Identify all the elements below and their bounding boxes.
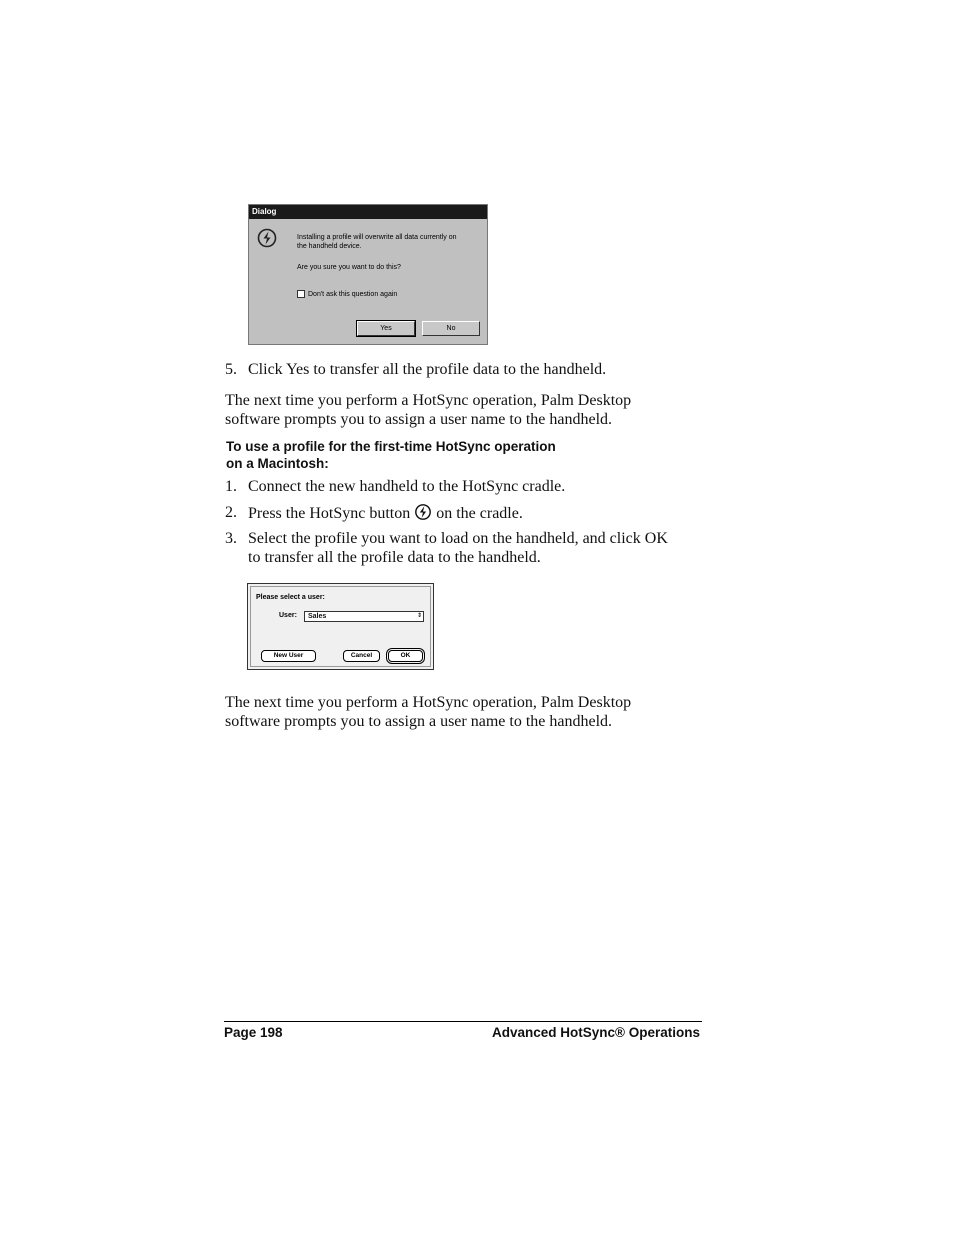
step-5-text: Click Yes to transfer all the profile data to the handheld. [248, 361, 607, 378]
footer-page-number: Page 198 [224, 1025, 283, 1040]
select-user-prompt: Please select a user: [256, 594, 325, 601]
para-2-line2: software prompts you to assign a user name to the handheld. [225, 713, 613, 730]
mac-select-user-dialog [247, 583, 434, 670]
windows-confirm-dialog [248, 204, 488, 345]
hotsync-icon [257, 228, 277, 248]
yes-button[interactable]: Yes [357, 321, 415, 336]
dialog-question: Are you sure you want to do this? [297, 264, 401, 271]
ok-button[interactable]: OK [388, 650, 423, 662]
dont-ask-checkbox[interactable] [297, 290, 305, 298]
cancel-button[interactable]: Cancel [343, 650, 380, 662]
user-label: User: [279, 612, 297, 619]
user-select[interactable] [304, 611, 424, 622]
dialog-message-line1: Installing a profile will overwrite all data currently on [297, 234, 457, 241]
step-2-text-before: Press the HotSync button [248, 505, 411, 522]
para-2-line1: The next time you perform a HotSync operation, Palm Desktop [225, 694, 632, 711]
step-2-text [248, 503, 523, 523]
para-1-line2: software prompts you to assign a user name to the handheld. [225, 411, 613, 428]
updown-arrow-icon: ⇕ [416, 613, 422, 619]
step-3-line2: to transfer all the profile data to the handheld. [248, 549, 541, 566]
footer-rule [224, 1021, 702, 1022]
step-2-text-after: on the cradle. [436, 505, 523, 522]
new-user-button[interactable]: New User [261, 650, 316, 662]
user-select-value: Sales [308, 613, 327, 620]
step-1-text: Connect the new handheld to the HotSync cradle. [248, 478, 566, 495]
section-heading-line2: on a Macintosh: [226, 456, 329, 471]
dont-ask-label: Don't ask this question again [308, 291, 398, 298]
dialog-title: Dialog [249, 205, 487, 219]
footer-section-title: Advanced HotSync® Operations [492, 1025, 700, 1040]
step-2-number: 2. [225, 504, 237, 521]
no-button[interactable]: No [422, 321, 480, 336]
section-heading-line1: To use a profile for the first-time HotSync operation [226, 439, 556, 454]
para-1-line1: The next time you perform a HotSync operation, Palm Desktop [225, 392, 632, 409]
step-3-number: 3. [225, 530, 237, 547]
dialog-message-line2: the handheld device. [297, 243, 362, 250]
hotsync-button-icon [414, 503, 432, 521]
step-3-line1: Select the profile you want to load on the handheld, and click OK [248, 530, 668, 547]
step-1-number: 1. [225, 478, 237, 495]
step-5-number: 5. [225, 361, 237, 378]
